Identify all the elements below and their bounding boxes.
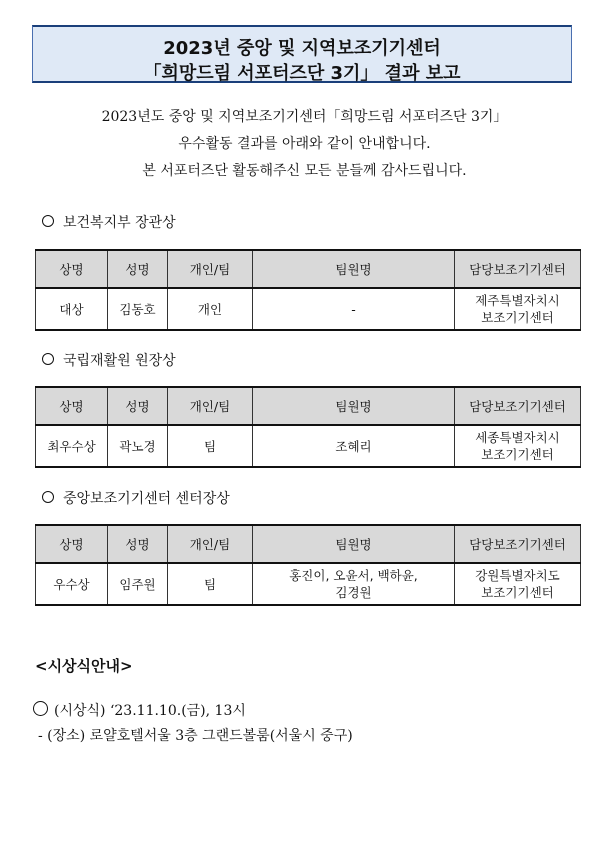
- table-row: [36, 425, 581, 467]
- header-members: 팀원명: [253, 525, 455, 563]
- header-members: 팀원명: [253, 250, 455, 288]
- header-award: 상명: [36, 387, 108, 425]
- section-heading-text: 국립재활원 원장상: [63, 353, 176, 369]
- circle-bullet-icon: [42, 491, 54, 503]
- cell-award: 최우수상: [36, 425, 108, 467]
- circle-bullet-icon: [33, 701, 48, 716]
- header-type: 개인/팀: [168, 525, 253, 563]
- section-heading-minister: [42, 212, 176, 232]
- title-line-2: 「희망드림 서포터즈단 3기」 결과 보고: [143, 63, 461, 84]
- circle-bullet-icon: [42, 215, 54, 227]
- header-type: 개인/팀: [168, 387, 253, 425]
- cell-center: [455, 425, 581, 467]
- cell-center: [455, 563, 581, 605]
- award-table-rehab: [35, 386, 581, 468]
- header-members: 팀원명: [253, 387, 455, 425]
- center-line-2: 보조기기센터: [481, 310, 554, 325]
- section-heading-text: 중앙보조기기센터 센터장상: [63, 491, 230, 507]
- center-line-2: 보조기기센터: [481, 585, 554, 600]
- title-line-1: 2023년 중앙 및 지역보조기기센터: [163, 38, 441, 59]
- table-header-row: [36, 387, 581, 425]
- intro-line-1: 2023년도 중앙 및 지역보조기기센터「희망드림 서포터즈단 3기」: [101, 109, 508, 125]
- members-line-2: 김경원: [335, 585, 372, 600]
- header-name: 성명: [108, 250, 168, 288]
- ceremony-date-text: (시상식) ‘23.11.10.(금), 13시: [54, 703, 246, 719]
- header-name: 성명: [108, 525, 168, 563]
- header-center: 담당보조기기센터: [455, 525, 581, 563]
- table-header-row: [36, 525, 581, 563]
- center-line-1: 제주특별자치시: [475, 293, 560, 308]
- section-heading-text: 보건복지부 장관상: [63, 215, 176, 231]
- center-line-2: 보조기기센터: [481, 447, 554, 462]
- cell-type: 팀: [168, 425, 253, 467]
- header-name: 성명: [108, 387, 168, 425]
- ceremony-date-line: [33, 700, 246, 720]
- header-award: 상명: [36, 250, 108, 288]
- circle-bullet-icon: [42, 353, 54, 365]
- members-line-1: 홍진이, 오윤서, 백하윤,: [289, 568, 418, 583]
- cell-members: 조혜리: [253, 425, 455, 467]
- cell-name: 곽노경: [108, 425, 168, 467]
- header-type: 개인/팀: [168, 250, 253, 288]
- cell-award: 우수상: [36, 563, 108, 605]
- section-heading-rehab: [42, 350, 176, 370]
- center-line-1: 강원특별자치도: [475, 568, 560, 583]
- award-table-minister: [35, 249, 581, 331]
- cell-type: 개인: [168, 288, 253, 330]
- cell-type: 팀: [168, 563, 253, 605]
- cell-award: 대상: [36, 288, 108, 330]
- intro-line-3: 본 서포터즈단 활동해주신 모든 분들께 감사드립니다.: [142, 163, 467, 179]
- cell-members: -: [253, 288, 455, 330]
- ceremony-heading: <시상식안내>: [35, 657, 133, 675]
- cell-name: 김동호: [108, 288, 168, 330]
- title-banner: [32, 25, 572, 83]
- table-header-row: [36, 250, 581, 288]
- award-table-center: [35, 524, 581, 606]
- ceremony-place-line: - (장소) 로얄호텔서울 3층 그랜드볼룸(서울시 중구): [38, 728, 353, 744]
- table-row: [36, 563, 581, 605]
- intro-line-2: 우수활동 결과를 아래와 같이 안내합니다.: [178, 136, 431, 152]
- cell-name: 임주원: [108, 563, 168, 605]
- header-center: 담당보조기기센터: [455, 387, 581, 425]
- center-line-1: 세종특별자치시: [475, 430, 560, 445]
- header-center: 담당보조기기센터: [455, 250, 581, 288]
- section-heading-center: [42, 488, 230, 508]
- cell-members: [253, 563, 455, 605]
- cell-center: [455, 288, 581, 330]
- table-row: [36, 288, 581, 330]
- header-award: 상명: [36, 525, 108, 563]
